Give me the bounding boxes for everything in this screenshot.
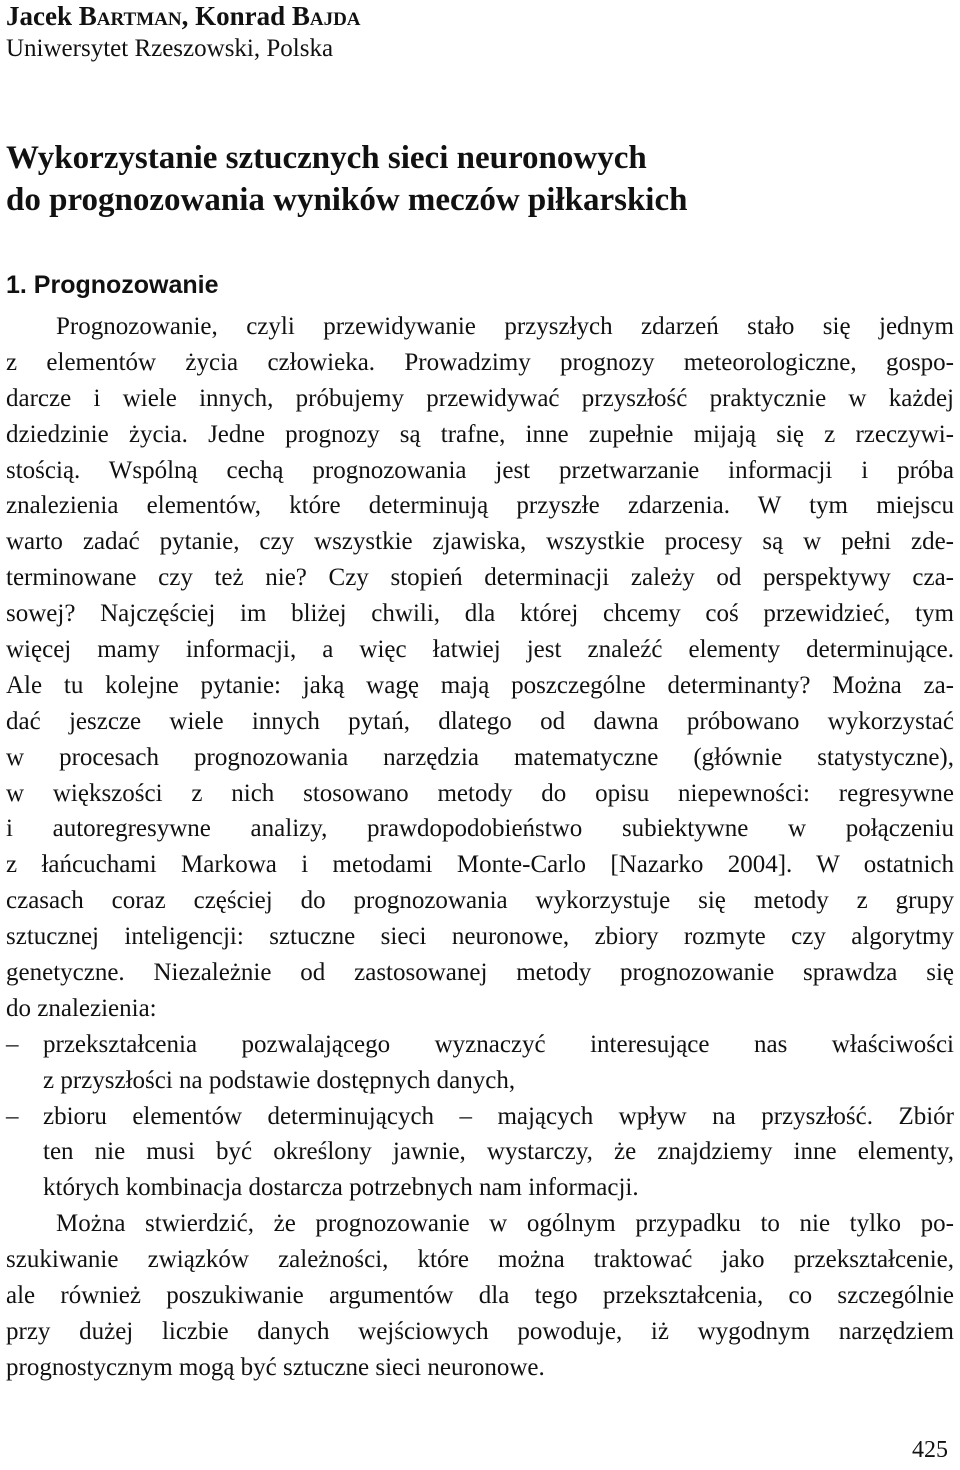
bullet-item-continuation: z przyszłości na podstawie dostępnych danych, — [43, 1066, 516, 1094]
text-line: więcej mamy informacji, a więc łatwiej jest znaleźć elementy determinujące. — [6, 636, 954, 664]
title-line: do prognozowania wyników meczów piłkarskich — [6, 182, 688, 218]
text-line: dać jeszcze wiele innych pytań, dlatego od dawna próbowano wykorzystać — [6, 707, 954, 735]
title-line: Wykorzystanie sztucznych sieci neuronowych — [6, 140, 647, 176]
text-line: darcze i wiele innych, próbujemy przewidywać przyszłość praktycznie w każdej — [6, 384, 954, 412]
bullet-item-continuation: ten nie musi być określony jawnie, wystarczy, że znajdziemy inne elementy, — [43, 1138, 954, 1166]
author2-surname: Bajda — [291, 1, 361, 31]
text-line: sztucznej inteligencji: sztuczne sieci neuronowe, zbiory rozmyte czy algorytmy — [6, 923, 954, 951]
page-number: 425 — [912, 1437, 948, 1463]
text-line: i autoregresywne analizy, prawdopodobieństwo subiektywne w połączeniu — [6, 815, 954, 843]
authors-prefix: Jacek — [6, 1, 79, 31]
bullet-item: – zbioru elementów determinujących – mających wpływ na przyszłość. Zbiór — [6, 1099, 954, 1135]
text-line: do znalezienia: — [6, 994, 157, 1022]
text-line: szukiwanie związków zależności, które można traktować jako przekształcenie, — [6, 1246, 954, 1274]
text-line: sowej? Najczęściej im bliżej chwili, dla której chcemy coś przewidzieć, tym — [6, 600, 954, 628]
text-line: z łańcuchami Markowa i metodami Monte-Carlo [Nazarko 2004]. W ostatnich — [6, 851, 954, 879]
text-line: Można stwierdzić, że prognozowanie w ogólnym przypadku to nie tylko po- — [56, 1210, 954, 1238]
text-line: prognostycznym mogą być sztuczne sieci neuronowe. — [6, 1353, 545, 1381]
text-line: Prognozowanie, czyli przewidywanie przyszłych zdarzeń stało się jednym — [56, 313, 954, 340]
text-line: w procesach prognozowania narzędzia matematyczne (głównie statystyczne), — [6, 743, 954, 771]
text-line: czasach coraz częściej do prognozowania wykorzystuje się metody z grupy — [6, 887, 954, 915]
text-line: terminowane czy też nie? Czy stopień determinacji zależy od perspektywy cza- — [6, 564, 954, 592]
text-line: przy dużej liczbie danych wejściowych powoduje, iż wygodnym narzędziem — [6, 1317, 954, 1345]
authors-line — [6, 0, 361, 32]
text-line: Ale tu kolejne pytanie: jaką wagę mają poszczególne determinanty? Można za- — [6, 671, 954, 699]
text-line: genetyczne. Niezależnie od zastosowanej metody prognozowanie sprawdza się — [6, 959, 954, 987]
authors-separator: , Konrad — [181, 1, 292, 31]
text-line: z elementów życia człowieka. Prowadzimy prognozy meteorologiczne, gospo- — [6, 348, 954, 376]
text-line: ale również poszukiwanie argumentów dla tego przekształcenia, co szczególnie — [6, 1282, 954, 1310]
text-line: dziedzinie życia. Jedne prognozy są trafne, inne zupełnie mijają się z rzeczywi- — [6, 420, 954, 448]
body-text — [6, 309, 954, 1386]
text-line: w większości z nich stosowano metody do opisu niepewności: regresywne — [6, 779, 954, 807]
section-heading: 1. Prognozowanie — [6, 271, 219, 299]
bullet-item: – przekształcenia pozwalającego wyznaczyć interesujące nas właściwości — [6, 1027, 954, 1063]
author1-surname: Bartman — [78, 1, 182, 31]
bullet-item-continuation: których kombinacja dostarcza potrzebnych nam informacji. — [43, 1174, 639, 1202]
affiliation: Uniwersytet Rzeszowski, Polska — [6, 35, 334, 62]
text-line: znalezienia elementów, które determinują przyszłe zdarzenia. W tym miejscu — [6, 492, 954, 520]
text-line: stością. Wspólną cechą prognozowania jest przetwarzanie informacji i próba — [6, 456, 954, 484]
document-page — [6, 0, 954, 1470]
paper-title — [6, 137, 687, 221]
text-line: warto zadać pytanie, czy wszystkie zjawiska, wszystkie procesy są w pełni zde- — [6, 528, 954, 556]
